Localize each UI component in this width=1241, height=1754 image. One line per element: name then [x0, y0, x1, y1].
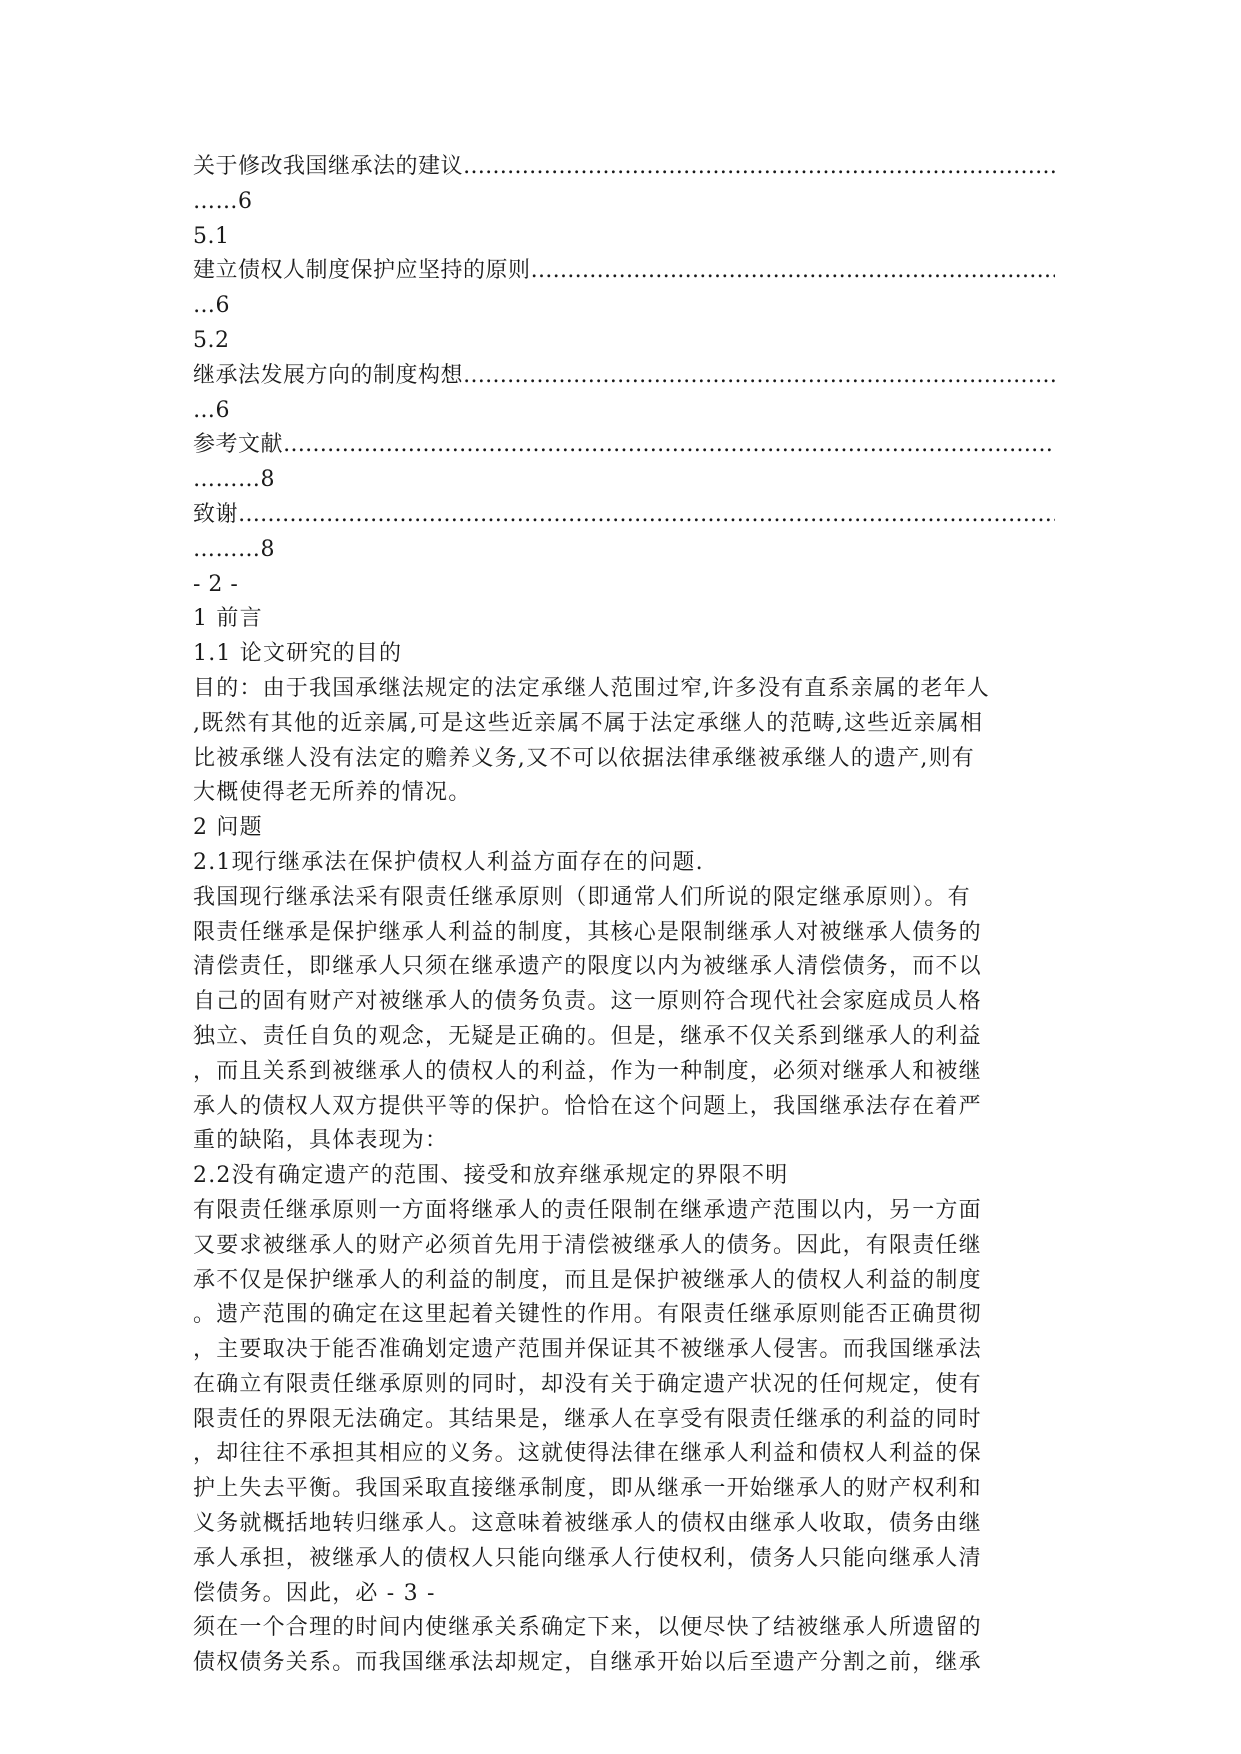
body-line: 限责任的界限无法确定。其结果是，继承人在享受有限责任继承的利益的同时: [193, 1406, 982, 1432]
toc-leader: [283, 428, 1055, 463]
toc-page-number: ………8: [193, 536, 275, 562]
toc-leader: [463, 359, 1055, 394]
body-line: 自己的固有财产对被继承人的债务负责。这一原则符合现代社会家庭成员人格: [193, 989, 982, 1015]
toc-section-number: 5.1: [193, 223, 230, 249]
body-line: 重的缺陷，具体表现为：: [193, 1128, 449, 1154]
toc-entry: [193, 498, 1055, 533]
body-line: 有限责任继承原则一方面将继承人的责任限制在继承遗产范围以内，另一方面: [193, 1197, 982, 1223]
toc-page-number: …6: [193, 293, 230, 319]
toc-leader: [531, 254, 1055, 289]
body-line: 独立、责任自负的观念，无疑是正确的。但是，继承不仅关系到继承人的利益: [193, 1023, 982, 1049]
body-line: 又要求被继承人的财产必须首先用于清偿被继承人的债务。因此，有限责任继: [193, 1232, 982, 1258]
body-line: 承人的债权人双方提供平等的保护。恰恰在这个问题上，我国继承法存在着严: [193, 1093, 982, 1119]
toc-entry: [193, 254, 1055, 289]
body-line: 目的：由于我国承继法规定的法定承继人范围过窄,许多没有直系亲属的老年人: [193, 675, 990, 701]
toc-page-number: ……6: [193, 188, 253, 214]
section-heading: 1 前言: [193, 606, 263, 632]
body-line: 护上失去平衡。我国采取直接继承制度，即从继承一开始继承人的财产权利和: [193, 1476, 982, 1502]
body-line: 我国现行继承法采有限责任继承原则（即通常人们所说的限定继承原则）。有: [193, 884, 971, 910]
toc-entry: [193, 150, 1055, 185]
body-line: ，却往往不承担其相应的义务。这就使得法律在继承人利益和债权人利益的保: [193, 1441, 982, 1467]
section-heading: 2 问题: [193, 815, 263, 841]
body-line: 。遗产范围的确定在这里起着关键性的作用。有限责任继承原则能否正确贯彻: [193, 1302, 982, 1328]
toc-title: 关于修改我国继承法的建议: [193, 154, 464, 179]
subsection-heading: 2.2没有确定遗产的范围、接受和放弃继承规定的界限不明: [193, 1163, 789, 1189]
subsection-heading: 2.1现行继承法在保护债权人利益方面存在的问题.: [193, 849, 704, 875]
toc-page-number: …6: [193, 397, 230, 423]
toc-title: 建立债权人制度保护应坚持的原则: [193, 258, 531, 284]
toc-page-number: ………8: [193, 467, 275, 493]
body-line: 承人承担，被继承人的债权人只能向继承人行使权利，债务人只能向继承人清: [193, 1545, 982, 1571]
body-line: 大概使得老无所养的情况。: [193, 780, 472, 806]
subsection-heading: 1.1 论文研究的目的: [193, 641, 403, 667]
body-line: 清偿责任，即继承人只须在继承遗产的限度以内为被继承人清偿债务，而不以: [193, 954, 982, 980]
toc-leader: [463, 150, 1055, 185]
body-line: ，主要取决于能否准确划定遗产范围并保证其不被继承人侵害。而我国继承法: [193, 1337, 982, 1363]
toc-leader: [238, 498, 1055, 533]
body-line: 在确立有限责任继承原则的同时，却没有关于确定遗产状况的任何规定，使有: [193, 1371, 982, 1397]
body-line: 须在一个合理的时间内使继承关系确定下来，以便尽快了结被继承人所遗留的: [193, 1615, 982, 1641]
body-line: 承不仅是保护继承人的利益的制度，而且是保护被继承人的债权人利益的制度: [193, 1267, 982, 1293]
toc-title: 参考文献: [193, 432, 284, 458]
toc-entry: [193, 359, 1055, 394]
body-line: ，而且关系到被继承人的债权人的利益，作为一种制度，必须对继承人和被继: [193, 1058, 982, 1084]
toc-title: 致谢: [193, 501, 239, 527]
toc-title: 继承法发展方向的制度构想: [193, 362, 464, 388]
document-page: [193, 150, 1055, 1681]
body-line: 限责任继承是保护继承人利益的制度，其核心是限制继承人对被继承人债务的: [193, 919, 982, 945]
body-line: 债权债务关系。而我国继承法却规定，自继承开始以后至遗产分割之前，继承: [193, 1650, 982, 1676]
toc-section-number: 5.2: [193, 327, 230, 353]
toc-entry: [193, 428, 1055, 463]
body-line: 义务就概括地转归继承人。这意味着被继承人的债权由继承人收取，债务由继: [193, 1511, 982, 1537]
body-line: 偿债务。因此，必 - 3 -: [193, 1580, 436, 1606]
page-marker: - 2 -: [193, 571, 239, 597]
body-line: ,既然有其他的近亲属,可是这些近亲属不属于法定承继人的范畴,这些近亲属相: [193, 710, 984, 736]
body-line: 比被承继人没有法定的赡养义务,又不可以依据法律承继被承继人的遗产,则有: [193, 745, 975, 771]
